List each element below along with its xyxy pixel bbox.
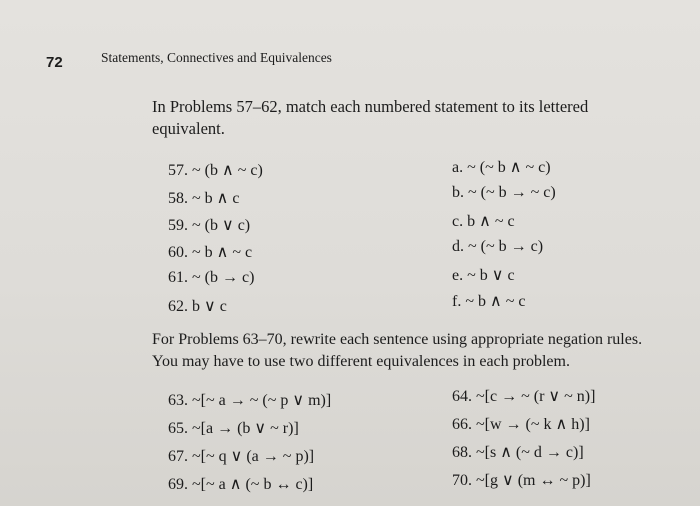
problem-69: 69. ~[~ a ∧ (~ b ↔ c)] xyxy=(168,476,314,493)
problem-58: 58. ~ b ∧ c xyxy=(168,190,240,207)
problem-61: 61. ~ (b → c) xyxy=(168,269,255,286)
option-e: e. ~ b ∨ c xyxy=(452,267,515,284)
option-d: d. ~ (~ b → c) xyxy=(452,238,544,255)
option-b: b. ~ (~ b → ~ c) xyxy=(452,184,556,201)
problem-64: 64. ~[c → ~ (r ∨ ~ n)] xyxy=(452,388,596,405)
section1-instructions: In Problems 57–62, match each numbered statement to its lettered equivalent. xyxy=(152,97,589,138)
option-c: c. b ∧ ~ c xyxy=(452,213,515,230)
page-number: 72 xyxy=(46,54,63,71)
problem-59: 59. ~ (b ∨ c) xyxy=(168,217,251,234)
running-head: Statements, Connectives and Equivalences xyxy=(101,50,332,65)
problem-60: 60. ~ b ∧ ~ c xyxy=(168,244,253,261)
problem-57: 57. ~ (b ∧ ~ c) xyxy=(168,162,263,179)
problem-65: 65. ~[a → (b ∨ ~ r)] xyxy=(168,420,299,437)
problem-67: 67. ~[~ q ∨ (a → ~ p)] xyxy=(168,448,315,465)
option-a: a. ~ (~ b ∧ ~ c) xyxy=(452,159,551,176)
problem-62: 62. b ∨ c xyxy=(168,298,227,315)
problem-70: 70. ~[g ∨ (m ↔ ~ p)] xyxy=(452,472,591,489)
option-f: f. ~ b ∧ ~ c xyxy=(452,293,526,310)
problem-66: 66. ~[w → (~ k ∧ h)] xyxy=(452,416,590,433)
section2-instructions: For Problems 63–70, rewrite each sentence using appropriate negation rules. You may have to use two different equivalences in each problem. xyxy=(152,331,643,370)
problem-68: 68. ~[s ∧ (~ d → c)] xyxy=(452,444,584,461)
problem-63: 63. ~[~ a → ~ (~ p ∨ m)] xyxy=(168,392,332,409)
